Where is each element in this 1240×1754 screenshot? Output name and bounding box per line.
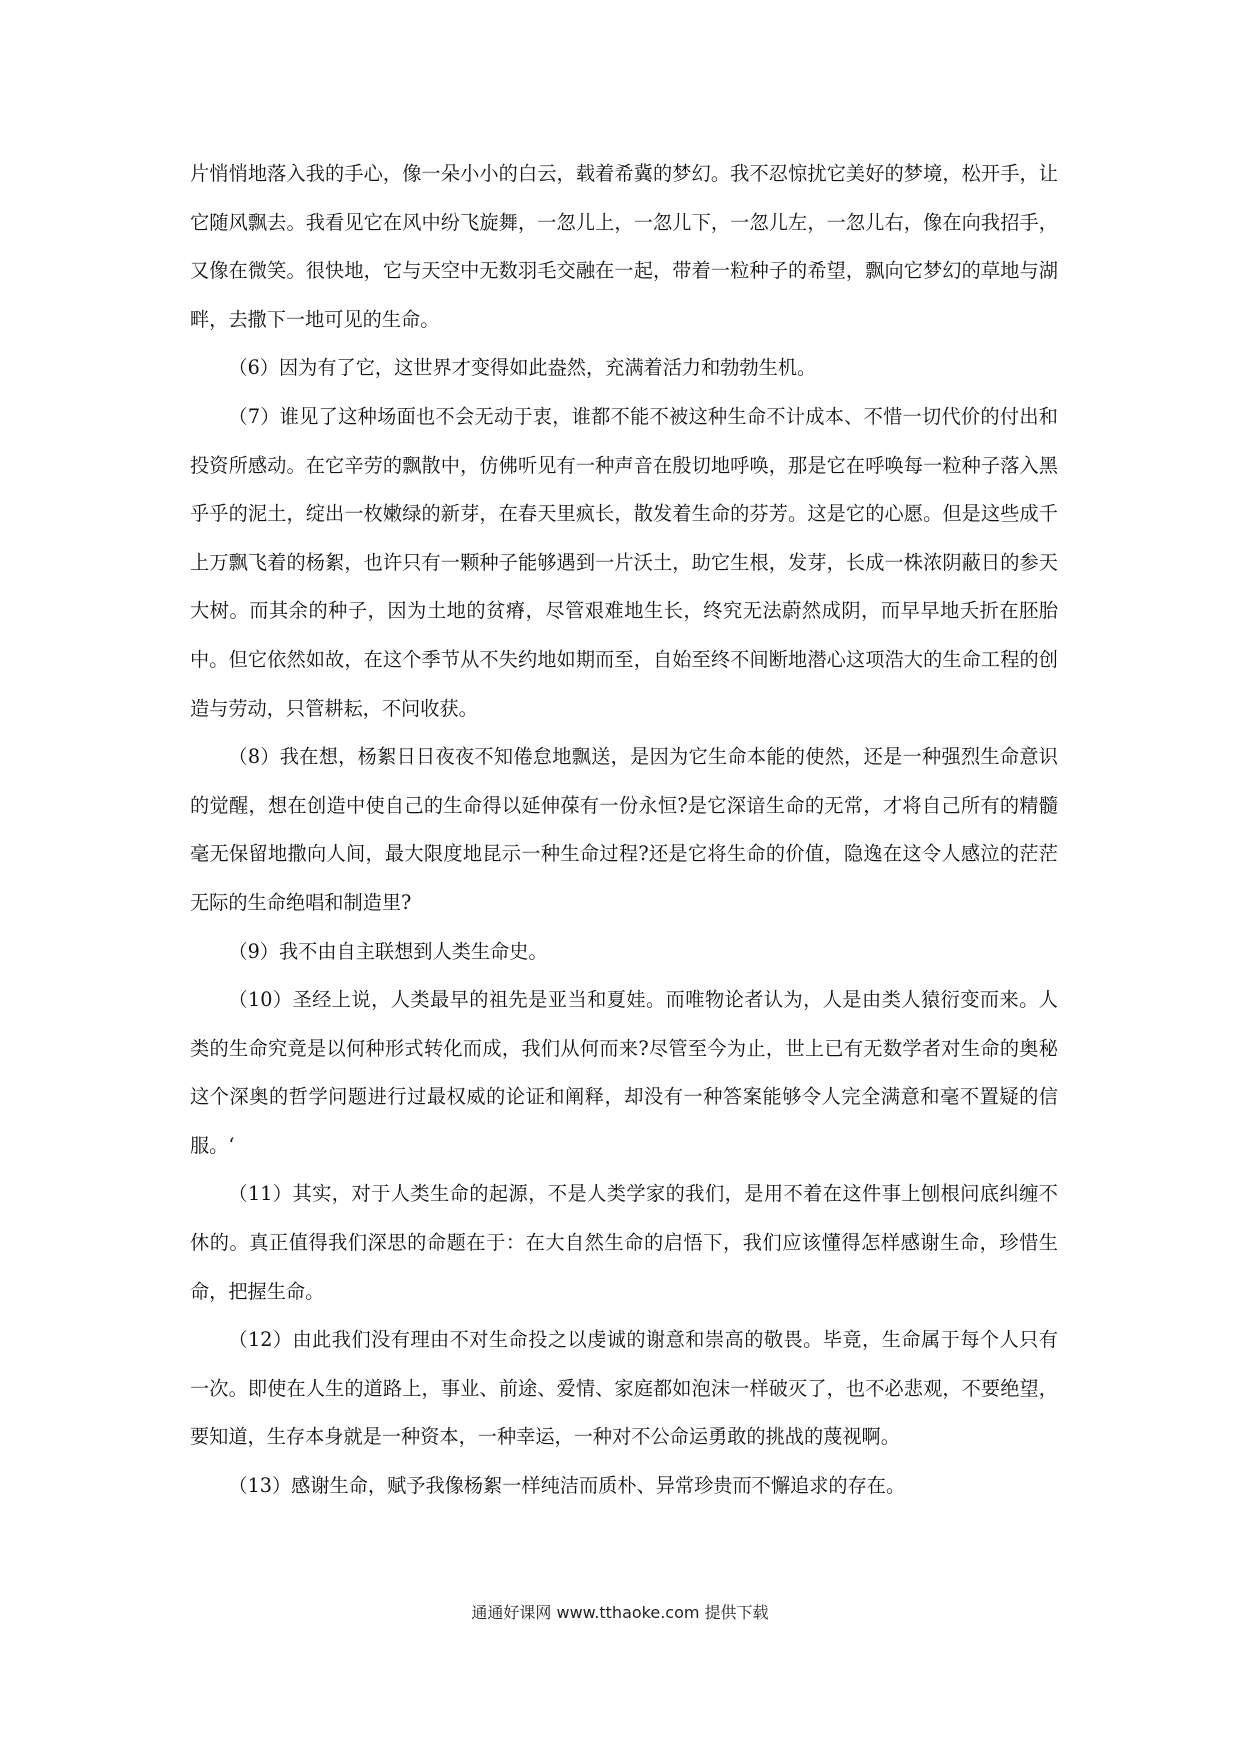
paragraph-8: （8）我在想，杨絮日日夜夜不知倦怠地飘送，是因为它生命本能的使然，还是一种强烈生命意识的觉醒，想在创造中使自己的生命得以延伸葆有一份永恒?是它深谙生命的无常，才将自己所有的精髓毫无保留地撒向人间，最大限度地昆示一种生命过程?还是它将生命的价值，隐逸在这令人感泣的茫茫无际的生命绝唱和制造里? [190, 745, 1058, 914]
paragraph-13: （13）感谢生命，赋予我像杨絮一样纯洁而质朴、异常珍贵而不懈追求的存在。 [228, 1474, 906, 1498]
article-body [190, 150, 1058, 1511]
paragraph-6: （6）因为有了它，这世界才变得如此盎然，充满着活力和勃勃生机。 [228, 356, 817, 380]
page-footer: 通通好课网 www.tthaoke.com 提供下载 [471, 1603, 769, 1622]
paragraph-12: （12）由此我们没有理由不对生命投之以虔诚的谢意和崇高的敬畏。毕竟，生命属于每个人只有一次。即使在人生的道路上，事业、前途、爱情、家庭都如泡沫一样破灭了，也不必悲观，不要绝望，要知道，生存本身就是一种资本，一种幸运，一种对不公命运勇敢的挑战的蔑视啊。 [190, 1328, 1058, 1449]
paragraph-7: （7）谁见了这种场面也不会无动于衷，谁都不能不被这种生命不计成本、不惜一切代价的付出和投资所感动。在它辛劳的飘散中，仿佛听见有一种声音在殷切地呼唤，那是它在呼唤每一粒种子落入黑乎乎的泥土，绽出一枚嫩绿的新芽，在春天里疯长，散发着生命的芬芳。这是它的心愿。但是这些成千上万飘飞着的杨絮，也许只有一颗种子能够遇到一片沃土，助它生根，发芽，长成一株浓阴蔽日的参天大树。而其余的种子，因为土地的贫瘠，尽管艰难地生长，终究无法蔚然成阴，而早早地夭折在胚胎中。但它依然如故，在这个季节从不失约地如期而至，自始至终不间断地潜心这项浩大的生命工程的创造与劳动，只管耕耘，不问收获。 [190, 404, 1058, 720]
paragraph-11: （11）其实，对于人类生命的起源，不是人类学家的我们，是用不着在这件事上刨根问底纠缠不休的。真正值得我们深思的命题在于：在大自然生命的启悟下，我们应该懂得怎样感谢生命，珍惜生命，把握生命。 [190, 1182, 1058, 1303]
paragraph-9: （9）我不由自主联想到人类生命史。 [228, 939, 548, 963]
paragraph-continued: 片悄悄地落入我的手心，像一朵小小的白云，载着希冀的梦幻。我不忍惊扰它美好的梦境，松开手，让它随风飘去。我看见它在风中纷飞旋舞，一忽儿上，一忽儿下，一忽儿左，一忽儿右，像在向我招手，又像在微笑。很快地，它与天空中无数羽毛交融在一起，带着一粒种子的希望，飘向它梦幻的草地与湖畔，去撒下一地可见的生命。 [190, 162, 1058, 331]
paragraph-10: （10）圣经上说，人类最早的祖先是亚当和夏娃。而唯物论者认为，人是由类人猿衍变而来。人类的生命究竟是以何种形式转化而成，我们从何而来?尽管至今为止，世上已有无数学者对生命的奥秘这个深奥的哲学问题进行过最权威的论证和阐释，却没有一种答案能够令人完全满意和毫不置疑的信服。‘ [190, 988, 1058, 1157]
